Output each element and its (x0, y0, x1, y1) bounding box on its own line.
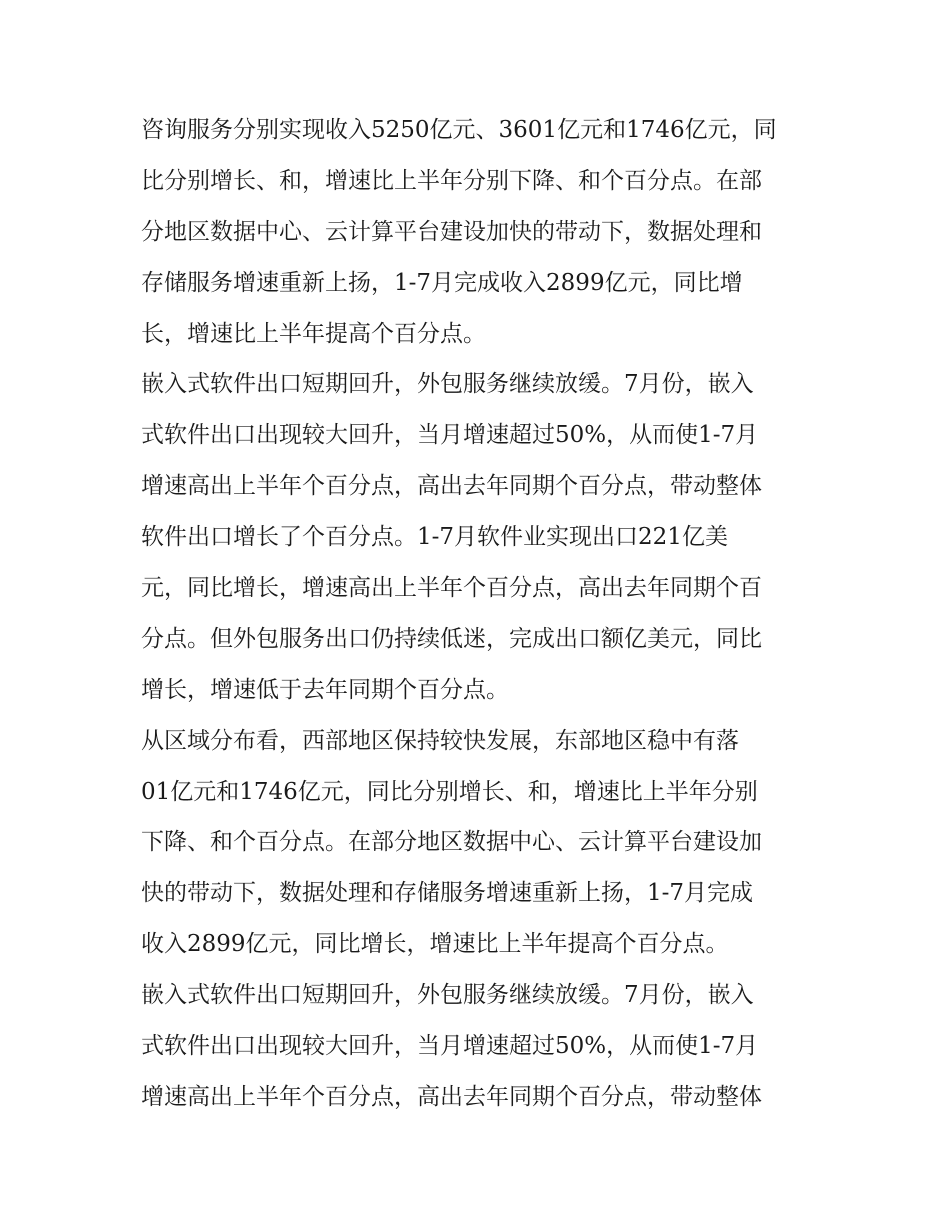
text-line: 01亿元和1746亿元，同比分别增长、和，增速比上半年分别 (141, 778, 758, 805)
text-line: 增长，增速低于去年同期个百分点。 (141, 676, 509, 703)
text-line: 从区域分布看，西部地区保持较快发展，东部地区稳中有落 (141, 727, 739, 754)
text-line: 长，增速比上半年提高个百分点。 (141, 320, 486, 347)
text-line: 元，同比增长，增速高出上半年个百分点，高出去年同期个百 (141, 575, 762, 602)
text-line: 快的带动下，数据处理和存储服务增速重新上扬，1-7月完成 (141, 880, 754, 907)
text-line: 增速高出上半年个百分点，高出去年同期个百分点，带动整体 (141, 473, 762, 500)
text-line: 下降、和个百分点。在部分地区数据中心、云计算平台建设加 (141, 829, 762, 856)
text-line: 软件出口增长了个百分点。1-7月软件业实现出口221亿美 (141, 524, 728, 551)
text-line: 嵌入式软件出口短期回升，外包服务继续放缓。7月份，嵌入 (141, 982, 754, 1009)
text-line: 嵌入式软件出口短期回升，外包服务继续放缓。7月份，嵌入 (141, 371, 754, 398)
text-line: 咨询服务分别实现收入5250亿元、3601亿元和1746亿元，同 (141, 117, 777, 143)
text-line: 分点。但外包服务出口仍持续低迷，完成出口额亿美元，同比 (141, 625, 762, 652)
text-line: 比分别增长、和，增速比上半年分别下降、和个百分点。在部 (141, 167, 762, 194)
text-line: 式软件出口出现较大回升，当月增速超过50%，从而使1-7月 (141, 1033, 759, 1060)
text-line: 存储服务增速重新上扬，1-7月完成收入2899亿元，同比增 (141, 269, 743, 296)
text-line: 增速高出上半年个百分点，高出去年同期个百分点，带动整体 (141, 1083, 762, 1110)
text-line: 式软件出口出现较大回升，当月增速超过50%，从而使1-7月 (141, 422, 759, 449)
text-line: 分地区数据中心、云计算平台建设加快的带动下，数据处理和 (141, 218, 762, 245)
text-line: 收入2899亿元，同比增长，增速比上半年提高个百分点。 (141, 931, 729, 958)
body-text (141, 105, 821, 1123)
